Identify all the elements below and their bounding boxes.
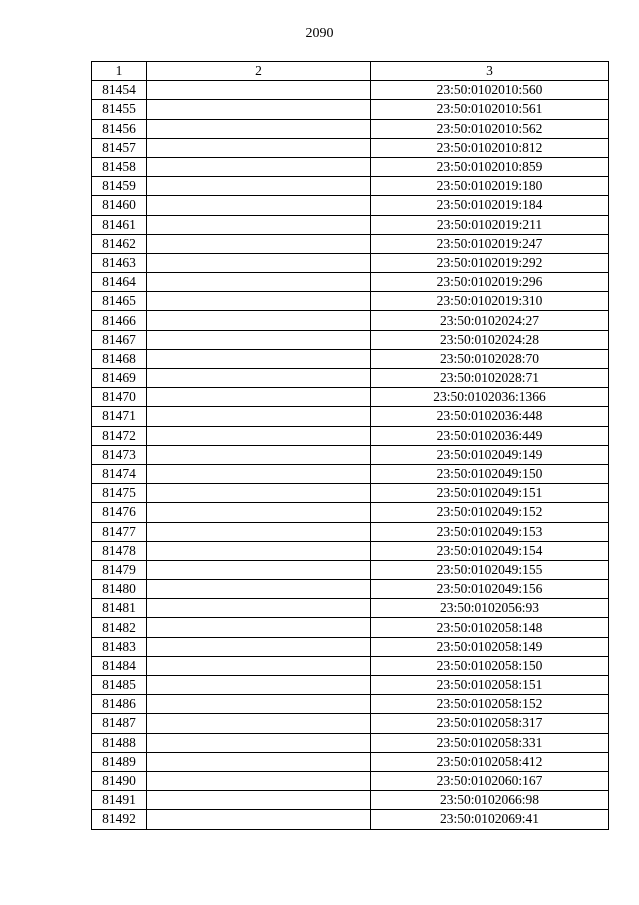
empty-cell — [147, 637, 371, 656]
cadastral-number-cell: 23:50:0102019:180 — [371, 177, 609, 196]
cadastral-number-cell: 23:50:0102049:155 — [371, 560, 609, 579]
empty-cell — [147, 714, 371, 733]
row-number-cell: 81476 — [92, 503, 147, 522]
table-row — [92, 273, 609, 292]
cadastral-number-cell: 23:50:0102019:247 — [371, 234, 609, 253]
table-row — [92, 464, 609, 483]
table-row — [92, 215, 609, 234]
table-row — [92, 637, 609, 656]
cadastral-number-cell: 23:50:0102049:149 — [371, 445, 609, 464]
table-row — [92, 292, 609, 311]
empty-cell — [147, 464, 371, 483]
cadastral-number-cell: 23:50:0102028:71 — [371, 369, 609, 388]
table-row — [92, 560, 609, 579]
table-row — [92, 599, 609, 618]
empty-cell — [147, 771, 371, 790]
cadastral-number-cell: 23:50:0102019:296 — [371, 273, 609, 292]
table-row — [92, 484, 609, 503]
empty-cell — [147, 234, 371, 253]
row-number-cell: 81488 — [92, 733, 147, 752]
row-number-cell: 81474 — [92, 464, 147, 483]
empty-cell — [147, 100, 371, 119]
row-number-cell: 81458 — [92, 157, 147, 176]
table-row — [92, 618, 609, 637]
cadastral-number-cell: 23:50:0102058:150 — [371, 656, 609, 675]
row-number-cell: 81473 — [92, 445, 147, 464]
empty-cell — [147, 369, 371, 388]
empty-cell — [147, 388, 371, 407]
table-row — [92, 369, 609, 388]
cadastral-number-cell: 23:50:0102069:41 — [371, 810, 609, 829]
table-row — [92, 791, 609, 810]
cadastral-number-cell: 23:50:0102049:151 — [371, 484, 609, 503]
row-number-cell: 81465 — [92, 292, 147, 311]
empty-cell — [147, 138, 371, 157]
row-number-cell: 81475 — [92, 484, 147, 503]
row-number-cell: 81472 — [92, 426, 147, 445]
empty-cell — [147, 177, 371, 196]
row-number-cell: 81463 — [92, 253, 147, 272]
cadastral-number-cell: 23:50:0102049:153 — [371, 522, 609, 541]
table-row — [92, 656, 609, 675]
cadastral-number-cell: 23:50:0102058:331 — [371, 733, 609, 752]
cadastral-number-cell: 23:50:0102049:152 — [371, 503, 609, 522]
empty-cell — [147, 349, 371, 368]
cadastral-number-cell: 23:50:0102058:148 — [371, 618, 609, 637]
empty-cell — [147, 752, 371, 771]
table-row — [92, 426, 609, 445]
column-header-3: 3 — [371, 62, 609, 81]
table-row — [92, 196, 609, 215]
cadastral-number-cell: 23:50:0102024:28 — [371, 330, 609, 349]
cadastral-number-cell: 23:50:0102058:412 — [371, 752, 609, 771]
empty-cell — [147, 445, 371, 464]
row-number-cell: 81485 — [92, 676, 147, 695]
table-row — [92, 234, 609, 253]
cadastral-number-cell: 23:50:0102058:149 — [371, 637, 609, 656]
row-number-cell: 81478 — [92, 541, 147, 560]
cadastral-number-cell: 23:50:0102028:70 — [371, 349, 609, 368]
empty-cell — [147, 618, 371, 637]
row-number-cell: 81471 — [92, 407, 147, 426]
cadastral-number-cell: 23:50:0102058:152 — [371, 695, 609, 714]
cadastral-number-cell: 23:50:0102049:150 — [371, 464, 609, 483]
empty-cell — [147, 426, 371, 445]
table-row — [92, 695, 609, 714]
empty-cell — [147, 330, 371, 349]
row-number-cell: 81454 — [92, 81, 147, 100]
empty-cell — [147, 484, 371, 503]
cadastral-number-cell: 23:50:0102060:167 — [371, 771, 609, 790]
page-number: 2090 — [305, 26, 334, 41]
empty-cell — [147, 407, 371, 426]
cadastral-number-cell: 23:50:0102010:812 — [371, 138, 609, 157]
row-number-cell: 81467 — [92, 330, 147, 349]
cadastral-number-cell: 23:50:0102019:292 — [371, 253, 609, 272]
table-row — [92, 445, 609, 464]
empty-cell — [147, 157, 371, 176]
empty-cell — [147, 810, 371, 829]
row-number-cell: 81468 — [92, 349, 147, 368]
row-number-cell: 81456 — [92, 119, 147, 138]
row-number-cell: 81470 — [92, 388, 147, 407]
row-number-cell: 81482 — [92, 618, 147, 637]
row-number-cell: 81481 — [92, 599, 147, 618]
table-row — [92, 253, 609, 272]
cadastral-number-cell: 23:50:0102010:562 — [371, 119, 609, 138]
empty-cell — [147, 311, 371, 330]
table-row — [92, 503, 609, 522]
empty-cell — [147, 503, 371, 522]
row-number-cell: 81490 — [92, 771, 147, 790]
empty-cell — [147, 560, 371, 579]
row-number-cell: 81457 — [92, 138, 147, 157]
row-number-cell: 81484 — [92, 656, 147, 675]
empty-cell — [147, 522, 371, 541]
row-number-cell: 81491 — [92, 791, 147, 810]
row-number-cell: 81492 — [92, 810, 147, 829]
row-number-cell: 81459 — [92, 177, 147, 196]
table-row — [92, 388, 609, 407]
cadastral-number-cell: 23:50:0102019:310 — [371, 292, 609, 311]
header-row — [92, 62, 609, 81]
registry-table — [91, 61, 609, 830]
cadastral-number-cell: 23:50:0102019:184 — [371, 196, 609, 215]
column-header-2: 2 — [147, 62, 371, 81]
table-row — [92, 81, 609, 100]
row-number-cell: 81460 — [92, 196, 147, 215]
table-row — [92, 330, 609, 349]
row-number-cell: 81486 — [92, 695, 147, 714]
table-row — [92, 752, 609, 771]
cadastral-number-cell: 23:50:0102036:448 — [371, 407, 609, 426]
row-number-cell: 81483 — [92, 637, 147, 656]
row-number-cell: 81469 — [92, 369, 147, 388]
row-number-cell: 81480 — [92, 580, 147, 599]
row-number-cell: 81489 — [92, 752, 147, 771]
row-number-cell: 81455 — [92, 100, 147, 119]
empty-cell — [147, 580, 371, 599]
cadastral-number-cell: 23:50:0102036:449 — [371, 426, 609, 445]
empty-cell — [147, 656, 371, 675]
cadastral-number-cell: 23:50:0102010:859 — [371, 157, 609, 176]
table-row — [92, 100, 609, 119]
table-row — [92, 177, 609, 196]
empty-cell — [147, 676, 371, 695]
empty-cell — [147, 695, 371, 714]
row-number-cell: 81487 — [92, 714, 147, 733]
table-row — [92, 119, 609, 138]
empty-cell — [147, 541, 371, 560]
row-number-cell: 81462 — [92, 234, 147, 253]
column-header-1: 1 — [92, 62, 147, 81]
table-row — [92, 138, 609, 157]
row-number-cell: 81466 — [92, 311, 147, 330]
empty-cell — [147, 273, 371, 292]
table-row — [92, 771, 609, 790]
table-row — [92, 522, 609, 541]
empty-cell — [147, 119, 371, 138]
row-number-cell: 81461 — [92, 215, 147, 234]
cadastral-number-cell: 23:50:0102024:27 — [371, 311, 609, 330]
cadastral-number-cell: 23:50:0102056:93 — [371, 599, 609, 618]
cadastral-number-cell: 23:50:0102049:156 — [371, 580, 609, 599]
empty-cell — [147, 733, 371, 752]
empty-cell — [147, 215, 371, 234]
cadastral-number-cell: 23:50:0102058:317 — [371, 714, 609, 733]
cadastral-number-cell: 23:50:0102036:1366 — [371, 388, 609, 407]
table-row — [92, 311, 609, 330]
table-row — [92, 541, 609, 560]
cadastral-number-cell: 23:50:0102019:211 — [371, 215, 609, 234]
row-number-cell: 81479 — [92, 560, 147, 579]
table-header — [92, 62, 609, 81]
table-row — [92, 810, 609, 829]
empty-cell — [147, 253, 371, 272]
cadastral-number-cell: 23:50:0102049:154 — [371, 541, 609, 560]
empty-cell — [147, 292, 371, 311]
table-body — [92, 81, 609, 829]
empty-cell — [147, 791, 371, 810]
table-row — [92, 676, 609, 695]
cadastral-number-cell: 23:50:0102066:98 — [371, 791, 609, 810]
table-row — [92, 349, 609, 368]
table-row — [92, 157, 609, 176]
table-row — [92, 407, 609, 426]
empty-cell — [147, 196, 371, 215]
cadastral-number-cell: 23:50:0102058:151 — [371, 676, 609, 695]
cadastral-number-cell: 23:50:0102010:561 — [371, 100, 609, 119]
table-row — [92, 580, 609, 599]
empty-cell — [147, 81, 371, 100]
table-row — [92, 714, 609, 733]
row-number-cell: 81464 — [92, 273, 147, 292]
table-row — [92, 733, 609, 752]
cadastral-number-cell: 23:50:0102010:560 — [371, 81, 609, 100]
empty-cell — [147, 599, 371, 618]
row-number-cell: 81477 — [92, 522, 147, 541]
